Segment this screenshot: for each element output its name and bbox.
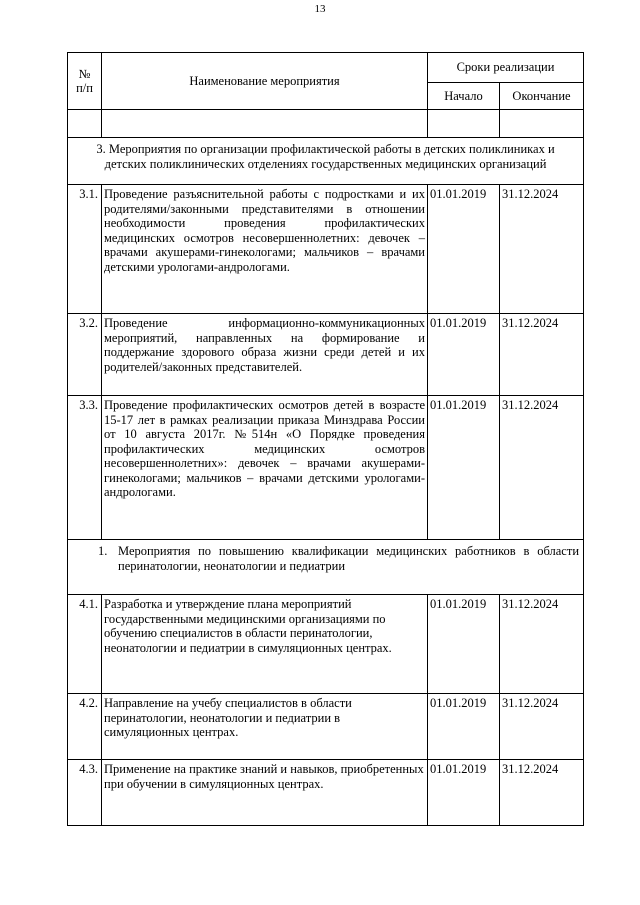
row-end-date: 31.12.2024 — [500, 396, 584, 540]
row-start-date: 01.01.2019 — [428, 694, 500, 760]
table-row — [68, 185, 584, 314]
section-heading-row — [68, 540, 584, 595]
header-dates: Сроки реализации — [428, 53, 584, 83]
header-end: Окончание — [500, 83, 584, 110]
row-number: 3.1. — [68, 185, 102, 314]
header-start: Начало — [428, 83, 500, 110]
page-number: 13 — [314, 3, 326, 15]
section-3-title: 3. Мероприятия по организации профилактической работы в детских поликлиниках и детских поликлинических отделениях государственных медицинских организаций — [68, 138, 584, 185]
row-activity: Проведение разъяснительной работы с подростками и их родителями/законными представителями в отношении необходимости проведения профилактических медицинских осмотров несовершеннолетних: девочек – врачами акушерами-гинекологами; мальчиков – врачами детскими урологами-андрологами. — [102, 185, 428, 314]
section-heading-row — [68, 138, 584, 185]
row-end-date: 31.12.2024 — [500, 694, 584, 760]
row-number: 3.2. — [68, 314, 102, 396]
header-name: Наименование мероприятия — [102, 53, 428, 110]
table-row — [68, 760, 584, 826]
row-start-date: 01.01.2019 — [428, 760, 500, 826]
empty-cell — [68, 110, 102, 138]
row-start-date: 01.01.2019 — [428, 185, 500, 314]
row-end-date: 31.12.2024 — [500, 185, 584, 314]
row-end-date: 31.12.2024 — [500, 595, 584, 694]
row-end-date: 31.12.2024 — [500, 760, 584, 826]
row-activity: Проведение профилактических осмотров детей в возрасте 15-17 лет в рамках реализации приказа Минздрава России от 10 августа 2017г. №514н «О Порядке проведения профилактических медицинских осмотров несовершеннолетних»: девочек – врачами акушерами-гинекологами; мальчиков – врачами детскими урологами-андрологами. — [102, 396, 428, 540]
row-start-date: 01.01.2019 — [428, 314, 500, 396]
row-number: 4.2. — [68, 694, 102, 760]
empty-cell — [102, 110, 428, 138]
section-4-text: Мероприятия по повышению квалификации медицинских работников в области перинатологии, неонатологии и педиатрии — [118, 544, 580, 573]
row-activity: Направление на учебу специалистов в области перинатологии, неонатологии и педиатрии в симуляционных центрах. — [102, 694, 428, 760]
table-header-row — [68, 53, 584, 83]
row-number: 4.3. — [68, 760, 102, 826]
row-activity: Применение на практике знаний и навыков, приобретенных при обучении в симуляционных центрах. — [102, 760, 428, 826]
activities-table — [67, 52, 584, 826]
header-number: № п/п — [68, 53, 102, 110]
empty-row — [68, 110, 584, 138]
row-end-date: 31.12.2024 — [500, 314, 584, 396]
table-row — [68, 694, 584, 760]
empty-cell — [500, 110, 584, 138]
row-activity: Разработка и утверждение плана мероприятий государственными медицинскими организациями по обучению специалистов в области перинатологии, неонатологии и педиатрии в симуляционных центрах. — [102, 595, 428, 694]
row-number: 3.3. — [68, 396, 102, 540]
row-start-date: 01.01.2019 — [428, 396, 500, 540]
table-row — [68, 396, 584, 540]
section-4-title — [68, 540, 584, 595]
table-row — [68, 314, 584, 396]
row-start-date: 01.01.2019 — [428, 595, 500, 694]
section-4-marker: 1. — [98, 544, 108, 558]
empty-cell — [428, 110, 500, 138]
row-number: 4.1. — [68, 595, 102, 694]
table-row — [68, 595, 584, 694]
row-activity: Проведение информационно-коммуникационных мероприятий, направленных на формирование и поддержание здорового образа жизни среди детей и их родителей/законных представителей. — [102, 314, 428, 396]
